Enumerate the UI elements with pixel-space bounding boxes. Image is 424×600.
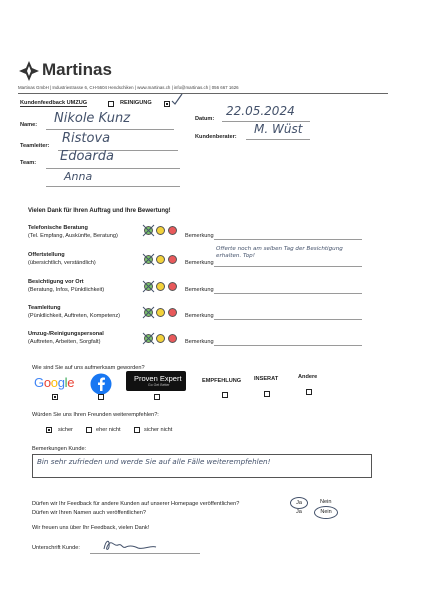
team-value-1: Edoarda [60, 149, 114, 164]
reinigung-label: REINIGUNG [120, 100, 152, 106]
andere-label: Andere [298, 374, 318, 380]
neutral-face-icon[interactable] [156, 334, 165, 343]
recommend-sicher-nicht-checkbox[interactable] [134, 427, 140, 433]
rating-row [0, 331, 424, 357]
publish-question-1: Dürfen wir Ihr Feedback für andere Kunden auf unserer Homepage veröffentlichen? [32, 501, 240, 507]
remark-label: Bemerkung [185, 260, 214, 266]
thanks-text: Vielen Dank für Ihren Auftrag und Ihre Bewertung! [28, 208, 171, 214]
rating-detail: (Pünktlichkeit, Auftreten, Kompetenz) [28, 313, 121, 319]
google-checkbox[interactable] [52, 394, 58, 400]
recommend-eher-nicht-checkbox[interactable] [86, 427, 92, 433]
sad-face-icon[interactable] [168, 334, 177, 343]
neutral-face-icon[interactable] [156, 226, 165, 235]
kundenberater-line [246, 139, 310, 140]
kundenberater-label: Kundenberater: [195, 134, 237, 140]
facebook-checkbox[interactable] [98, 394, 104, 400]
sad-face-icon[interactable] [168, 308, 177, 317]
rating-title: Besichtigung vor Ort [28, 279, 84, 285]
google-logo: Google [34, 375, 75, 390]
publish-nein-label-2: Nein [320, 509, 332, 515]
comments-label: Bemerkungen Kunde: [32, 446, 87, 452]
company-logo [18, 60, 128, 82]
team-line-1 [46, 168, 180, 169]
recommend-sicher-nicht-label: sicher nicht [144, 427, 173, 433]
teamleiter-value: Ristova [62, 131, 111, 146]
recommend-eher-nicht-label: eher nicht [96, 427, 121, 433]
remark-line [214, 266, 362, 267]
provenexpert-logo [126, 371, 186, 391]
feedback-title: Kundenfeedback UMZUG [20, 100, 88, 106]
facebook-icon [90, 373, 112, 395]
closing-text: Wir freuen uns über Ihr Feedback, vielen Dank! [32, 525, 150, 531]
umzug-checkbox[interactable] [108, 101, 114, 107]
rating-title: Telefonische Beratung [28, 225, 88, 231]
remark-text[interactable]: Offerte noch am selben Tag der Besichtigung erhalten. Top! [216, 246, 343, 259]
selected-mark-icon [142, 280, 155, 293]
sad-face-icon[interactable] [168, 255, 177, 264]
martinas-logo-icon [18, 60, 40, 82]
rating-title: Offertstellung [28, 252, 65, 258]
rating-row [0, 279, 424, 305]
selected-mark-icon [142, 332, 155, 345]
remark-label: Bemerkung [185, 313, 214, 319]
selected-mark-icon [142, 306, 155, 319]
datum-label: Datum: [195, 116, 215, 122]
rating-detail: (übersichtlich, verständlich) [28, 260, 96, 266]
inserat-checkbox[interactable] [264, 391, 270, 397]
selected-mark-icon [142, 253, 155, 266]
remark-line [214, 319, 362, 320]
customer-signature [100, 535, 160, 555]
provenexpert-checkbox[interactable] [154, 394, 160, 400]
provenexpert-sub: Go Get Better [148, 383, 170, 387]
neutral-face-icon[interactable] [156, 282, 165, 291]
rating-row [0, 305, 424, 331]
rating-detail: (Beratung, Infos, Pünktlichkeit) [28, 287, 105, 293]
sad-face-icon[interactable] [168, 282, 177, 291]
provenexpert-label: Proven Expert [134, 374, 182, 383]
neutral-face-icon[interactable] [156, 255, 165, 264]
teamleiter-label: Teamleiter: [20, 143, 50, 149]
remark-label: Bemerkung [185, 339, 214, 345]
recommend-question: Würden Sie uns Ihren Freunden weiterempfehlen?: [32, 412, 159, 418]
neutral-face-icon[interactable] [156, 308, 165, 317]
sad-face-icon[interactable] [168, 226, 177, 235]
team-value-2: Anna [64, 170, 93, 183]
remark-label: Bemerkung [185, 233, 214, 239]
company-address: Martinas GmbH | Industriestrasse 6, CH-5604 Hendschiken | www.martinas.ch | info@martinas.ch | 056 667 1626 [18, 85, 239, 90]
publish-ja-label: Ja [296, 500, 302, 506]
inserat-label: INSERAT [254, 376, 279, 382]
header-divider [18, 93, 388, 94]
comments-box[interactable] [32, 454, 372, 478]
rating-title: Teamleitung [28, 305, 61, 311]
publish-question-2: Dürfen wir Ihren Namen auch veröffentlichen? [32, 510, 147, 516]
signature-label: Unterschrift Kunde: [32, 545, 80, 551]
team-label: Team: [20, 160, 37, 166]
publish-ja-option[interactable] [290, 497, 308, 509]
name-line [46, 129, 174, 130]
company-name: Martinas [42, 60, 112, 79]
remark-line [214, 293, 362, 294]
team-line-2 [46, 186, 180, 187]
rating-title: Umzug-/Reinigungspersonal [28, 331, 104, 337]
name-label: Name: [20, 122, 38, 128]
remark-line [214, 345, 362, 346]
rating-row [0, 246, 424, 278]
comments-text: Bin sehr zufrieden und werde Sie auf alle Fälle weiterempfehlen! [37, 457, 271, 466]
selected-mark-icon [142, 224, 155, 237]
kundenberater-value: M. Wüst [254, 122, 303, 136]
source-question: Wie sind Sie auf uns aufmerksam geworden? [32, 365, 145, 371]
datum-value: 22.05.2024 [226, 104, 295, 118]
publish-nein-label-1[interactable]: Nein [320, 499, 332, 505]
rating-detail: (Auftreten, Arbeiten, Sorgfalt) [28, 339, 101, 345]
name-value: Nikole Kunz [54, 111, 131, 126]
recommend-sicher-checkbox[interactable] [46, 427, 52, 433]
remark-line [214, 239, 362, 240]
empfehlung-label: EMPFEHLUNG [202, 378, 242, 384]
reinigung-check-mark-icon [170, 92, 184, 106]
rating-detail: (Tel. Empfang, Auskünfte, Beratung) [28, 233, 118, 239]
empfehlung-checkbox[interactable] [222, 392, 228, 398]
publish-ja-label-2[interactable]: Ja [296, 509, 302, 515]
andere-checkbox[interactable] [306, 389, 312, 395]
recommend-sicher-label: sicher [58, 427, 73, 433]
publish-nein-option-2[interactable] [314, 506, 338, 519]
remark-label: Bemerkung [185, 287, 214, 293]
